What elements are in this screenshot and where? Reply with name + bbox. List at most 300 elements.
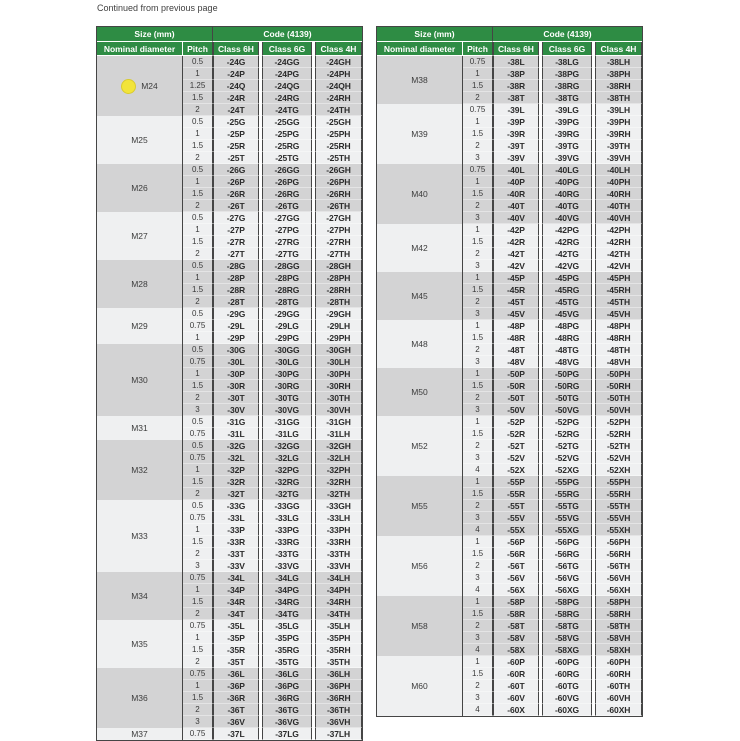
code-class4h-cell: -36VH xyxy=(315,716,362,728)
code-class6g-cell: -30RG xyxy=(262,380,312,392)
code-class6h-cell: -58P xyxy=(493,596,539,608)
code-class4h-cell: -35RH xyxy=(315,644,362,656)
code-class4h-cell: -55RH xyxy=(595,488,642,500)
pitch-cell: 1 xyxy=(463,656,493,668)
code-class4h-cell: -32GH xyxy=(315,440,362,452)
code-class4h-cell: -50RH xyxy=(595,380,642,392)
pitch-cell: 1 xyxy=(183,524,213,536)
code-class4h-cell: -32RH xyxy=(315,476,362,488)
code-class6g-cell: -33VG xyxy=(262,560,312,572)
code-class6g-cell: -26RG xyxy=(262,188,312,200)
code-class4h-cell: -52VH xyxy=(595,452,642,464)
pitch-cell: 1 xyxy=(183,332,213,344)
nominal-diameter-label: M56 xyxy=(411,561,428,571)
nominal-diameter-cell xyxy=(377,56,463,104)
header-pitch: Pitch xyxy=(463,42,493,56)
code-class4h-cell: -56VH xyxy=(595,572,642,584)
pitch-cell: 1 xyxy=(183,128,213,140)
pitch-cell: 3 xyxy=(463,308,493,320)
code-class6g-cell: -34LG xyxy=(262,572,312,584)
pitch-cell: 1 xyxy=(463,416,493,428)
code-class6g-cell: -30GG xyxy=(262,344,312,356)
code-class6g-cell: -28GG xyxy=(262,260,312,272)
code-class6h-cell: -25P xyxy=(213,128,259,140)
code-class6g-cell: -25PG xyxy=(262,128,312,140)
code-class6h-cell: -38P xyxy=(493,68,539,80)
code-class6h-cell: -39R xyxy=(493,128,539,140)
code-class6g-cell: -27PG xyxy=(262,224,312,236)
pitch-cell: 0.75 xyxy=(183,356,213,368)
pitch-cell: 3 xyxy=(463,572,493,584)
pitch-cell: 0.5 xyxy=(183,116,213,128)
pitch-cell: 0.75 xyxy=(463,104,493,116)
code-class4h-cell: -34LH xyxy=(315,572,362,584)
code-class6g-cell: -48RG xyxy=(542,332,592,344)
pitch-cell: 2 xyxy=(463,344,493,356)
code-class6h-cell: -33P xyxy=(213,524,259,536)
code-class4h-cell: -30GH xyxy=(315,344,362,356)
code-class6g-cell: -32RG xyxy=(262,476,312,488)
pitch-cell: 2 xyxy=(183,704,213,716)
code-class6h-cell: -42V xyxy=(493,260,539,272)
pitch-cell: 2 xyxy=(463,440,493,452)
code-class6g-cell: -58RG xyxy=(542,608,592,620)
nominal-diameter-content xyxy=(411,129,428,139)
code-class4h-cell: -56XH xyxy=(595,584,642,596)
code-class4h-cell: -34RH xyxy=(315,596,362,608)
code-class4h-cell: -26RH xyxy=(315,188,362,200)
code-class6h-cell: -30L xyxy=(213,356,259,368)
code-class6h-cell: -26P xyxy=(213,176,259,188)
header-class-6g: Class 6G xyxy=(262,42,312,56)
pitch-cell: 1.5 xyxy=(183,140,213,152)
code-class6g-cell: -24QG xyxy=(262,80,312,92)
code-class6g-cell: -56VG xyxy=(542,572,592,584)
code-class6h-cell: -27G xyxy=(213,212,259,224)
code-class6h-cell: -50V xyxy=(493,404,539,416)
code-class6h-cell: -52V xyxy=(493,452,539,464)
code-class6h-cell: -35R xyxy=(213,644,259,656)
code-class4h-cell: -42TH xyxy=(595,248,642,260)
nominal-diameter-content xyxy=(411,561,428,571)
nominal-diameter-content xyxy=(411,681,428,691)
code-class4h-cell: -35TH xyxy=(315,656,362,668)
code-class4h-cell: -24QH xyxy=(315,80,362,92)
code-class6h-cell: -55R xyxy=(493,488,539,500)
code-class4h-cell: -28TH xyxy=(315,296,362,308)
nominal-diameter-label: M55 xyxy=(411,501,428,511)
pitch-cell: 3 xyxy=(463,512,493,524)
nominal-diameter-cell xyxy=(377,416,463,476)
code-class4h-cell: -40TH xyxy=(595,200,642,212)
code-class6g-cell: -36VG xyxy=(262,716,312,728)
nominal-diameter-content xyxy=(411,189,428,199)
code-class6g-cell: -28TG xyxy=(262,296,312,308)
code-class4h-cell: -39VH xyxy=(595,152,642,164)
pitch-cell: 4 xyxy=(463,644,493,656)
pitch-cell: 1.5 xyxy=(463,284,493,296)
code-class6g-cell: -40PG xyxy=(542,176,592,188)
code-class6g-cell: -26PG xyxy=(262,176,312,188)
code-class6g-cell: -39VG xyxy=(542,152,592,164)
code-class6g-cell: -29GG xyxy=(262,308,312,320)
code-class4h-cell: -24RH xyxy=(315,92,362,104)
pitch-cell: 2 xyxy=(463,92,493,104)
nominal-diameter-content xyxy=(411,291,428,301)
pitch-cell: 1 xyxy=(463,68,493,80)
code-class4h-cell: -33LH xyxy=(315,512,362,524)
code-class6h-cell: -39L xyxy=(493,104,539,116)
code-class6h-cell: -55X xyxy=(493,524,539,536)
code-class6h-cell: -38L xyxy=(493,56,539,68)
code-class6h-cell: -40T xyxy=(493,200,539,212)
nominal-diameter-cell xyxy=(377,104,463,164)
code-class6g-cell: -50TG xyxy=(542,392,592,404)
nominal-diameter-cell xyxy=(97,728,183,740)
code-class6h-cell: -37L xyxy=(213,728,259,740)
pitch-cell: 2 xyxy=(463,620,493,632)
code-class6g-cell: -36LG xyxy=(262,668,312,680)
code-class6h-cell: -42P xyxy=(493,224,539,236)
nominal-diameter-content xyxy=(411,75,428,85)
code-class4h-cell: -24TH xyxy=(315,104,362,116)
header-class-6h: Class 6H xyxy=(493,42,539,56)
code-class6g-cell: -58TG xyxy=(542,620,592,632)
pitch-cell: 2 xyxy=(463,392,493,404)
pitch-cell: 1 xyxy=(463,596,493,608)
code-class6h-cell: -25R xyxy=(213,140,259,152)
header-class-4h: Class 4H xyxy=(595,42,642,56)
nominal-diameter-cell xyxy=(97,440,183,500)
code-class6g-cell: -52XG xyxy=(542,464,592,476)
code-class6h-cell: -31L xyxy=(213,428,259,440)
pitch-cell: 0.75 xyxy=(183,620,213,632)
pitch-cell: 1.5 xyxy=(183,284,213,296)
nominal-diameter-content xyxy=(411,243,428,253)
code-class4h-cell: -33VH xyxy=(315,560,362,572)
code-class6g-cell: -29LG xyxy=(262,320,312,332)
pitch-cell: 2 xyxy=(463,500,493,512)
code-class4h-cell: -45RH xyxy=(595,284,642,296)
pitch-cell: 1.5 xyxy=(183,596,213,608)
code-class4h-cell: -27GH xyxy=(315,212,362,224)
pitch-cell: 3 xyxy=(463,356,493,368)
code-class6h-cell: -30T xyxy=(213,392,259,404)
pitch-cell: 1.5 xyxy=(183,476,213,488)
pitch-cell: 0.5 xyxy=(183,308,213,320)
pitch-cell: 4 xyxy=(463,704,493,716)
pitch-cell: 1.5 xyxy=(463,668,493,680)
code-class6g-cell: -42PG xyxy=(542,224,592,236)
nominal-diameter-content xyxy=(121,79,158,94)
pitch-cell: 1.5 xyxy=(463,380,493,392)
nominal-diameter-label: M25 xyxy=(131,135,148,145)
code-class6g-cell: -45VG xyxy=(542,308,592,320)
code-class4h-cell: -28RH xyxy=(315,284,362,296)
code-class6h-cell: -60P xyxy=(493,656,539,668)
code-class6h-cell: -34T xyxy=(213,608,259,620)
code-class6h-cell: -26R xyxy=(213,188,259,200)
code-class6g-cell: -34RG xyxy=(262,596,312,608)
nominal-diameter-content xyxy=(131,531,148,541)
code-class6g-cell: -24RG xyxy=(262,92,312,104)
code-class6h-cell: -30G xyxy=(213,344,259,356)
nominal-diameter-label: M38 xyxy=(411,75,428,85)
code-class6g-cell: -39LG xyxy=(542,104,592,116)
pitch-cell: 1.5 xyxy=(183,536,213,548)
code-class4h-cell: -30PH xyxy=(315,368,362,380)
pitch-cell: 3 xyxy=(463,452,493,464)
pitch-cell: 1 xyxy=(463,320,493,332)
pitch-cell: 0.5 xyxy=(183,164,213,176)
nominal-diameter-cell xyxy=(377,368,463,416)
code-class6g-cell: -32TG xyxy=(262,488,312,500)
code-class6h-cell: -32R xyxy=(213,476,259,488)
pitch-cell: 2 xyxy=(463,680,493,692)
code-class6g-cell: -55TG xyxy=(542,500,592,512)
code-class6g-cell: -42RG xyxy=(542,236,592,248)
code-class4h-cell: -25TH xyxy=(315,152,362,164)
pitch-cell: 2 xyxy=(183,656,213,668)
pitch-cell: 2 xyxy=(183,608,213,620)
left-code-table xyxy=(96,26,363,741)
pitch-cell: 2 xyxy=(183,488,213,500)
nominal-diameter-cell xyxy=(97,344,183,416)
nominal-diameter-label: M30 xyxy=(131,375,148,385)
code-class4h-cell: -29LH xyxy=(315,320,362,332)
code-class4h-cell: -30RH xyxy=(315,380,362,392)
nominal-diameter-label: M31 xyxy=(131,423,148,433)
pitch-cell: 4 xyxy=(463,524,493,536)
code-class6g-cell: -45RG xyxy=(542,284,592,296)
code-class6g-cell: -56XG xyxy=(542,584,592,596)
code-class6h-cell: -35P xyxy=(213,632,259,644)
code-class4h-cell: -45TH xyxy=(595,296,642,308)
code-class4h-cell: -52RH xyxy=(595,428,642,440)
code-class4h-cell: -36TH xyxy=(315,704,362,716)
pitch-cell: 1 xyxy=(463,176,493,188)
code-class4h-cell: -60VH xyxy=(595,692,642,704)
code-class4h-cell: -27PH xyxy=(315,224,362,236)
code-class6h-cell: -38R xyxy=(493,80,539,92)
code-class6g-cell: -36TG xyxy=(262,704,312,716)
code-class4h-cell: -32TH xyxy=(315,488,362,500)
code-class4h-cell: -25PH xyxy=(315,128,362,140)
code-class6h-cell: -45T xyxy=(493,296,539,308)
code-class6g-cell: -39PG xyxy=(542,116,592,128)
code-class6g-cell: -38TG xyxy=(542,92,592,104)
code-class6g-cell: -40TG xyxy=(542,200,592,212)
code-class4h-cell: -48RH xyxy=(595,332,642,344)
code-class4h-cell: -26PH xyxy=(315,176,362,188)
code-class6h-cell: -39T xyxy=(493,140,539,152)
header-code-group: Code (4139) xyxy=(213,27,362,42)
nominal-diameter-content xyxy=(131,135,148,145)
nominal-diameter-cell xyxy=(97,260,183,308)
pitch-cell: 1.5 xyxy=(183,644,213,656)
code-class6g-cell: -33PG xyxy=(262,524,312,536)
code-class6h-cell: -60R xyxy=(493,668,539,680)
nominal-diameter-label: M27 xyxy=(131,231,148,241)
continued-note: Continued from previous page xyxy=(97,3,218,13)
pitch-cell: 2 xyxy=(183,200,213,212)
code-class6h-cell: -34L xyxy=(213,572,259,584)
code-class4h-cell: -36RH xyxy=(315,692,362,704)
pitch-cell: 1.5 xyxy=(463,428,493,440)
code-class4h-cell: -60XH xyxy=(595,704,642,716)
code-class4h-cell: -36LH xyxy=(315,668,362,680)
header-pitch: Pitch xyxy=(183,42,213,56)
code-class4h-cell: -25GH xyxy=(315,116,362,128)
code-class6h-cell: -36T xyxy=(213,704,259,716)
code-class4h-cell: -55XH xyxy=(595,524,642,536)
code-class6g-cell: -32GG xyxy=(262,440,312,452)
code-class6h-cell: -25G xyxy=(213,116,259,128)
code-class4h-cell: -58VH xyxy=(595,632,642,644)
code-class6h-cell: -56P xyxy=(493,536,539,548)
code-class6g-cell: -29PG xyxy=(262,332,312,344)
code-class6g-cell: -50VG xyxy=(542,404,592,416)
code-class4h-cell: -34PH xyxy=(315,584,362,596)
code-class6h-cell: -39P xyxy=(493,116,539,128)
code-class6h-cell: -55P xyxy=(493,476,539,488)
code-class4h-cell: -56PH xyxy=(595,536,642,548)
code-class6g-cell: -50RG xyxy=(542,380,592,392)
pitch-cell: 1 xyxy=(183,68,213,80)
code-class6g-cell: -27GG xyxy=(262,212,312,224)
nominal-diameter-label: M52 xyxy=(411,441,428,451)
code-class6h-cell: -58V xyxy=(493,632,539,644)
pitch-cell: 1 xyxy=(183,632,213,644)
code-class6g-cell: -24PG xyxy=(262,68,312,80)
pitch-cell: 0.75 xyxy=(463,56,493,68)
nominal-diameter-content xyxy=(131,729,148,739)
code-class4h-cell: -28GH xyxy=(315,260,362,272)
code-class4h-cell: -32LH xyxy=(315,452,362,464)
code-class6h-cell: -32T xyxy=(213,488,259,500)
code-class6h-cell: -52X xyxy=(493,464,539,476)
code-class6g-cell: -40LG xyxy=(542,164,592,176)
code-class6h-cell: -60X xyxy=(493,704,539,716)
code-class6g-cell: -40VG xyxy=(542,212,592,224)
code-class6h-cell: -30V xyxy=(213,404,259,416)
code-class6g-cell: -33LG xyxy=(262,512,312,524)
code-class6h-cell: -55T xyxy=(493,500,539,512)
code-class4h-cell: -39RH xyxy=(595,128,642,140)
code-class6h-cell: -29L xyxy=(213,320,259,332)
pitch-cell: 1.5 xyxy=(183,188,213,200)
pitch-cell: 1 xyxy=(463,116,493,128)
code-class4h-cell: -33GH xyxy=(315,500,362,512)
pitch-cell: 2 xyxy=(183,548,213,560)
pitch-cell: 1 xyxy=(463,368,493,380)
code-class6g-cell: -58PG xyxy=(542,596,592,608)
pitch-cell: 0.75 xyxy=(183,512,213,524)
code-class6g-cell: -35PG xyxy=(262,632,312,644)
pitch-cell: 1.5 xyxy=(463,608,493,620)
code-class4h-cell: -33TH xyxy=(315,548,362,560)
pitch-cell: 3 xyxy=(463,260,493,272)
header-class-4h: Class 4H xyxy=(315,42,362,56)
code-class4h-cell: -52XH xyxy=(595,464,642,476)
nominal-diameter-content xyxy=(131,183,148,193)
nominal-diameter-label: M50 xyxy=(411,387,428,397)
code-class4h-cell: -60PH xyxy=(595,656,642,668)
nominal-diameter-cell xyxy=(97,212,183,260)
nominal-diameter-content xyxy=(131,423,148,433)
pitch-cell: 0.5 xyxy=(183,440,213,452)
code-class4h-cell: -35LH xyxy=(315,620,362,632)
nominal-diameter-content xyxy=(411,387,428,397)
nominal-diameter-cell xyxy=(97,308,183,344)
pitch-cell: 1 xyxy=(463,224,493,236)
pitch-cell: 3 xyxy=(463,632,493,644)
code-class4h-cell: -33RH xyxy=(315,536,362,548)
code-class4h-cell: -56TH xyxy=(595,560,642,572)
code-class6g-cell: -33GG xyxy=(262,500,312,512)
code-class6g-cell: -31GG xyxy=(262,416,312,428)
code-class6g-cell: -55RG xyxy=(542,488,592,500)
code-class4h-cell: -42PH xyxy=(595,224,642,236)
code-class4h-cell: -58PH xyxy=(595,596,642,608)
code-class4h-cell: -37LH xyxy=(315,728,362,740)
code-class6h-cell: -28T xyxy=(213,296,259,308)
nominal-diameter-content xyxy=(131,591,148,601)
code-class4h-cell: -56RH xyxy=(595,548,642,560)
code-class6h-cell: -30P xyxy=(213,368,259,380)
nominal-diameter-content xyxy=(131,639,148,649)
pitch-cell: 3 xyxy=(463,692,493,704)
code-class4h-cell: -48PH xyxy=(595,320,642,332)
code-class6g-cell: -34PG xyxy=(262,584,312,596)
code-class6g-cell: -58VG xyxy=(542,632,592,644)
pitch-cell: 1.5 xyxy=(183,692,213,704)
code-class6h-cell: -56V xyxy=(493,572,539,584)
pitch-cell: 1 xyxy=(183,224,213,236)
pitch-cell: 2 xyxy=(463,140,493,152)
nominal-diameter-content xyxy=(131,465,148,475)
pitch-cell: 1.5 xyxy=(463,236,493,248)
pitch-cell: 0.5 xyxy=(183,56,213,68)
nominal-diameter-label: M28 xyxy=(131,279,148,289)
code-class6h-cell: -26T xyxy=(213,200,259,212)
code-class4h-cell: -39PH xyxy=(595,116,642,128)
code-class4h-cell: -55VH xyxy=(595,512,642,524)
nominal-diameter-label: M24 xyxy=(141,81,158,91)
pitch-cell: 3 xyxy=(463,404,493,416)
code-class6g-cell: -60PG xyxy=(542,656,592,668)
nominal-diameter-label: M29 xyxy=(131,321,148,331)
nominal-diameter-cell xyxy=(377,596,463,656)
code-class6h-cell: -28P xyxy=(213,272,259,284)
code-class4h-cell: -50VH xyxy=(595,404,642,416)
code-class4h-cell: -31GH xyxy=(315,416,362,428)
code-class6h-cell: -48T xyxy=(493,344,539,356)
code-class6h-cell: -24T xyxy=(213,104,259,116)
code-class6g-cell: -34TG xyxy=(262,608,312,620)
code-class6h-cell: -32G xyxy=(213,440,259,452)
code-class6h-cell: -24Q xyxy=(213,80,259,92)
nominal-diameter-content xyxy=(131,279,148,289)
code-class4h-cell: -45VH xyxy=(595,308,642,320)
code-class4h-cell: -55PH xyxy=(595,476,642,488)
code-class6h-cell: -33L xyxy=(213,512,259,524)
pitch-cell: 1 xyxy=(183,272,213,284)
nominal-diameter-cell xyxy=(377,476,463,536)
code-class6g-cell: -24TG xyxy=(262,104,312,116)
code-class4h-cell: -45PH xyxy=(595,272,642,284)
code-class4h-cell: -30TH xyxy=(315,392,362,404)
